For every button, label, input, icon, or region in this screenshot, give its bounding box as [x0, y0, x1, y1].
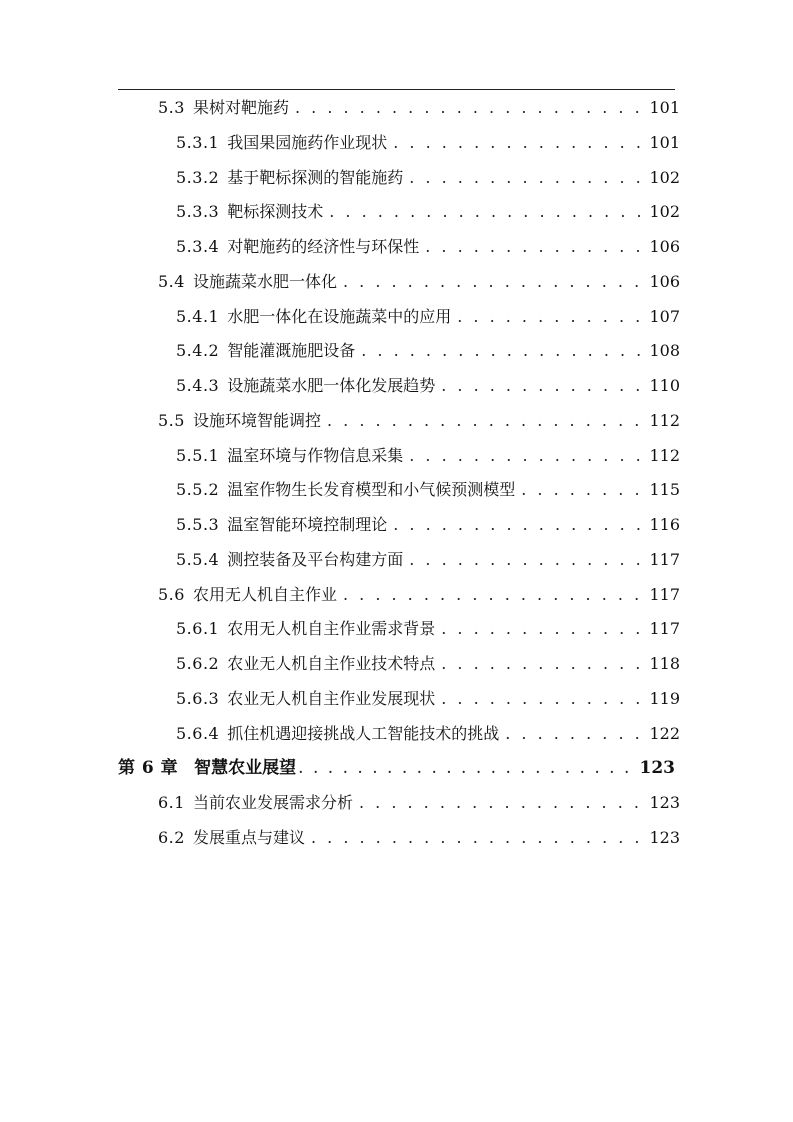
toc-entry: 5.5.1 温室环境与作物信息采集 . . . 112 — [176, 439, 680, 473]
toc-entry: 6.1 当前农业发展需求分析 . . . 123 — [158, 786, 680, 820]
toc-entry: 5.6 农用无人机自主作业 . . . 117 — [158, 578, 680, 612]
toc-entry: 5.3.1 我国果园施药作业现状 . . . 101 — [176, 126, 680, 160]
toc-entry: 5.4.1 水肥一体化在设施蔬菜中的应用 . . . 107 — [176, 300, 680, 334]
toc-entry: 5.5 设施环境智能调控 . . . 112 — [158, 404, 680, 438]
toc-entry: 5.6.3 农业无人机自主作业发展现状 . . . 119 — [176, 682, 680, 716]
toc-entry: 5.3.2 基于靶标探测的智能施药 . . . 102 — [176, 161, 680, 195]
toc-entry: 5.6.2 农业无人机自主作业技术特点 . . . 118 — [176, 647, 680, 681]
toc-entry: 5.6.4 抓住机遇迎接挑战人工智能技术的挑战 . . . 122 — [176, 717, 680, 751]
toc-entry: 5.3.4 对靶施药的经济性与环保性 . . . 106 — [176, 230, 680, 264]
toc-entry: 5.3 果树对靶施药 . . . 101 — [158, 91, 680, 125]
toc-entry: 5.5.3 温室智能环境控制理论 . . . 116 — [176, 508, 680, 542]
toc-entry: 5.4.3 设施蔬菜水肥一体化发展趋势 . . . 110 — [176, 369, 680, 403]
toc-entry: 5.5.2 温室作物生长发育模型和小气候预测模型 . . . 115 — [176, 473, 680, 507]
toc-entry: 6.2 发展重点与建议 . . . 123 — [158, 821, 680, 855]
toc-entry: 5.6.1 农用无人机自主作业需求背景 . . . 117 — [176, 612, 680, 646]
toc-chapter-entry: 第 6 章 智慧农业展望 . . . 123 — [118, 751, 675, 785]
toc-entry: 5.3.3 靶标探测技术 . . . 102 — [176, 195, 680, 229]
header-rule — [118, 89, 675, 90]
toc-entry: 5.5.4 测控装备及平台构建方面 . . . 117 — [176, 543, 680, 577]
toc-entry: 5.4.2 智能灌溉施肥设备 . . . 108 — [176, 334, 680, 368]
toc-entry: 5.4 设施蔬菜水肥一体化 . . . 106 — [158, 265, 680, 299]
